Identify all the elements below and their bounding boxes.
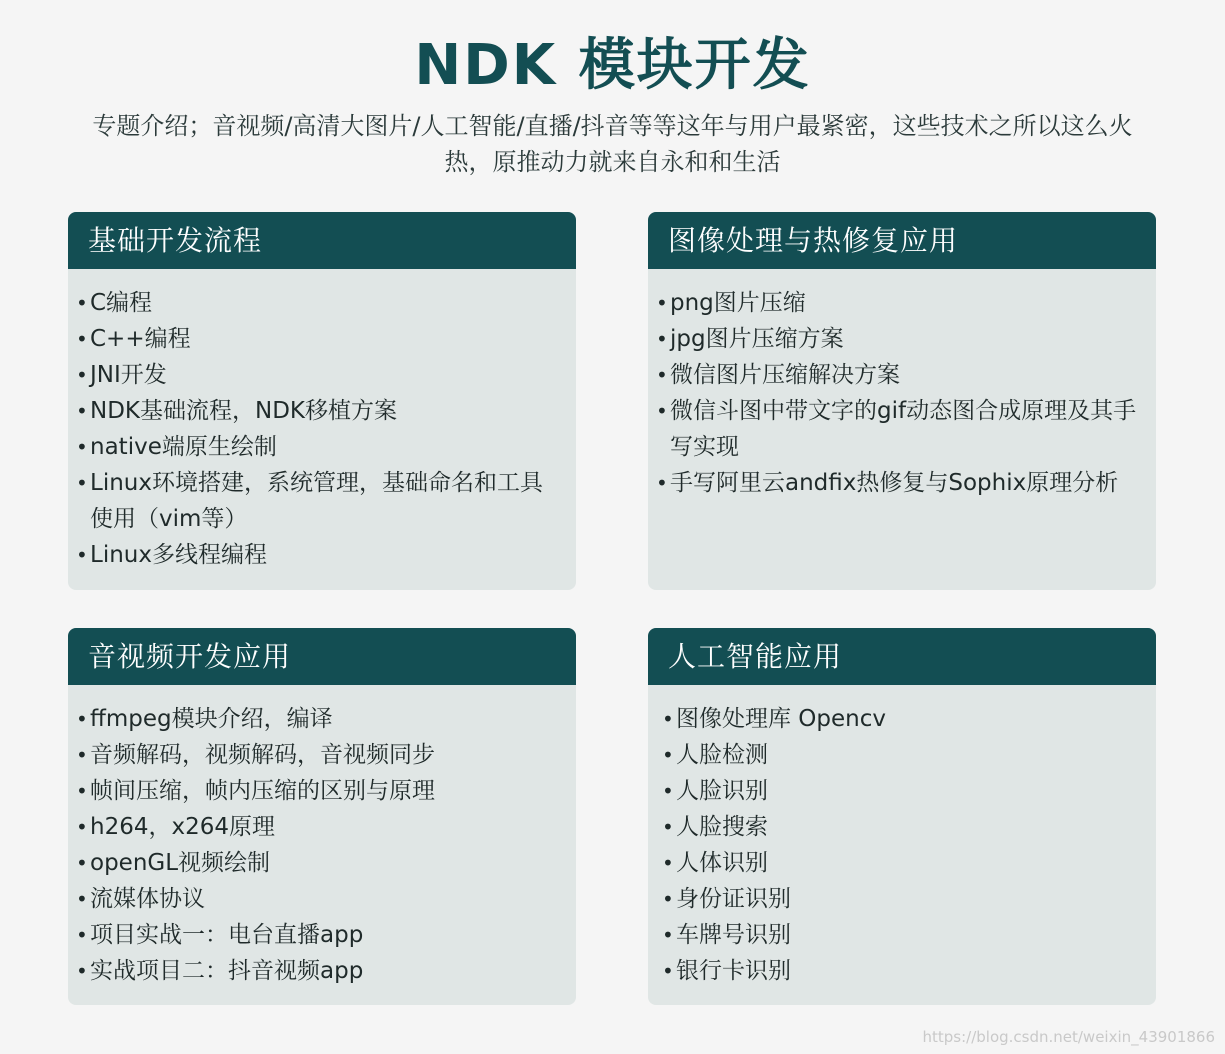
list-item: • 手写阿里云andfix热修复与Sophix原理分析 <box>656 465 1142 501</box>
list-item: • 实战项目二：抖音视频app <box>76 953 562 989</box>
list-item: • 银行卡识别 <box>662 953 1142 989</box>
list-item: • C++编程 <box>76 321 562 357</box>
list-item: • 微信图片压缩解决方案 <box>656 357 1142 393</box>
list-item: • 身份证识别 <box>662 881 1142 917</box>
card-image-hotfix <box>648 212 1156 590</box>
list-item: • 帧间压缩，帧内压缩的区别与原理 <box>76 773 562 809</box>
list-item: • Linux环境搭建，系统管理，基础命名和工具使用（vim等） <box>76 465 562 537</box>
card-title: 图像处理与热修复应用 <box>648 212 1156 269</box>
list-item: • 音频解码，视频解码，音视频同步 <box>76 737 562 773</box>
card-item-list <box>68 269 576 573</box>
list-item: • ffmpeg模块介绍，编译 <box>76 701 562 737</box>
list-item: • 车牌号识别 <box>662 917 1142 953</box>
list-item: • h264，x264原理 <box>76 809 562 845</box>
card-audio-video <box>68 628 576 1005</box>
list-item: • 人脸搜索 <box>662 809 1142 845</box>
list-item: • JNI开发 <box>76 357 562 393</box>
card-basic-dev <box>68 212 576 590</box>
list-item: • native端原生绘制 <box>76 429 562 465</box>
card-title: 人工智能应用 <box>648 628 1156 685</box>
list-item: • openGL视频绘制 <box>76 845 562 881</box>
card-title: 音视频开发应用 <box>68 628 576 685</box>
list-item: • 人体识别 <box>662 845 1142 881</box>
list-item: • 流媒体协议 <box>76 881 562 917</box>
list-item: • NDK基础流程，NDK移植方案 <box>76 393 562 429</box>
list-item: • C编程 <box>76 285 562 321</box>
card-item-list <box>648 269 1156 501</box>
watermark: https://blog.csdn.net/weixin_43901866 <box>922 1028 1215 1046</box>
list-item: • 人脸识别 <box>662 773 1142 809</box>
page-title: NDK 模块开发 <box>414 33 811 98</box>
list-item: • jpg图片压缩方案 <box>656 321 1142 357</box>
intro-text: 专题介绍；音视频/高清大图片/人工智能/直播/抖音等等这年与用户最紧密，这些技术之所以这么火热，原推动力就来自永和和生活 <box>92 112 1133 176</box>
list-item: • 图像处理库 Opencv <box>662 701 1142 737</box>
list-item: • 人脸检测 <box>662 737 1142 773</box>
card-item-list <box>648 685 1156 989</box>
list-item: • Linux多线程编程 <box>76 537 562 573</box>
card-ai <box>648 628 1156 1005</box>
card-title: 基础开发流程 <box>68 212 576 269</box>
card-item-list <box>68 685 576 989</box>
list-item: • 项目实战一：电台直播app <box>76 917 562 953</box>
list-item: • png图片压缩 <box>656 285 1142 321</box>
list-item: • 微信斗图中带文字的gif动态图合成原理及其手写实现 <box>656 393 1142 465</box>
